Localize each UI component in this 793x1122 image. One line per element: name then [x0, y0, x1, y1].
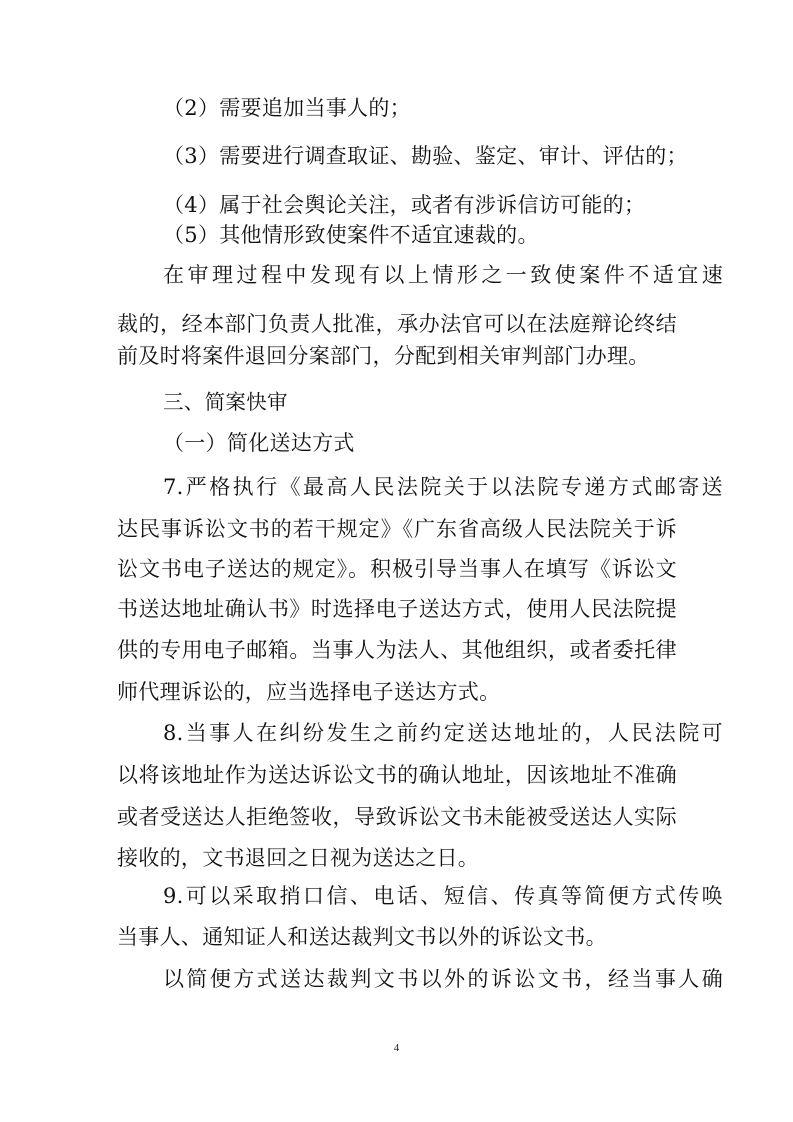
list-item-5: （5）其他情形致使案件不适宜速裁的。 — [163, 223, 539, 247]
list-item-4: （4）属于社会舆论关注，或者有涉诉信访可能的； — [163, 193, 646, 217]
paragraph-line: 前及时将案件退回分案部门，分配到相关审判部门办理。 — [117, 344, 650, 368]
paragraph-line: 9.可以采取捎口信、电话、短信、传真等简便方式传唤 — [163, 884, 723, 908]
paragraph-line: 以将该地址作为送达诉讼文书的确认地址，因该地址不准确 — [117, 763, 677, 787]
paragraph-line: 裁的，经本部门负责人批准，承办法官可以在法庭辩论终结 — [117, 312, 677, 336]
paragraph-line: 师代理诉讼的，应当选择电子送达方式。 — [117, 680, 501, 704]
paragraph-line: 或者受送达人拒绝签收，导致诉讼文书未能被受送达人实际 — [117, 805, 677, 829]
paragraph-line: 讼文书电子送达的规定》。积极引导当事人在填写《诉讼文 — [117, 557, 677, 581]
section-heading: 三、简案快审 — [163, 390, 288, 414]
paragraph-line: 8.当事人在纠纷发生之前约定送达地址的，人民法院可 — [163, 721, 723, 745]
paragraph-line: 供的专用电子邮箱。当事人为法人、其他组织，或者委托律 — [117, 638, 677, 662]
paragraph-line: 书送达地址确认书》时选择电子送达方式，使用人民法院提 — [117, 597, 677, 621]
paragraph-line: 7.严格执行《最高人民法院关于以法院专递方式邮寄送 — [163, 475, 723, 499]
list-item-2: （2）需要追加当事人的； — [163, 96, 411, 120]
list-item-3: （3）需要进行调查取证、勘验、鉴定、审计、评估的； — [163, 144, 688, 168]
paragraph-line: 以简便方式送达裁判文书以外的诉讼文书，经当事人确 — [163, 967, 723, 991]
paragraph-line: 当事人、通知证人和送达裁判文书以外的诉讼文书。 — [117, 925, 607, 949]
paragraph-line: 接收的，文书退回之日视为送达之日。 — [117, 846, 480, 870]
page-number: 4 — [393, 1042, 400, 1054]
paragraph-line: 达民事诉讼文书的若干规定》《广东省高级人民法院关于诉 — [117, 517, 677, 541]
subsection-heading: （一）简化送达方式 — [163, 431, 355, 455]
paragraph-line: 在审理过程中发现有以上情形之一致使案件不适宜速 — [163, 263, 723, 287]
